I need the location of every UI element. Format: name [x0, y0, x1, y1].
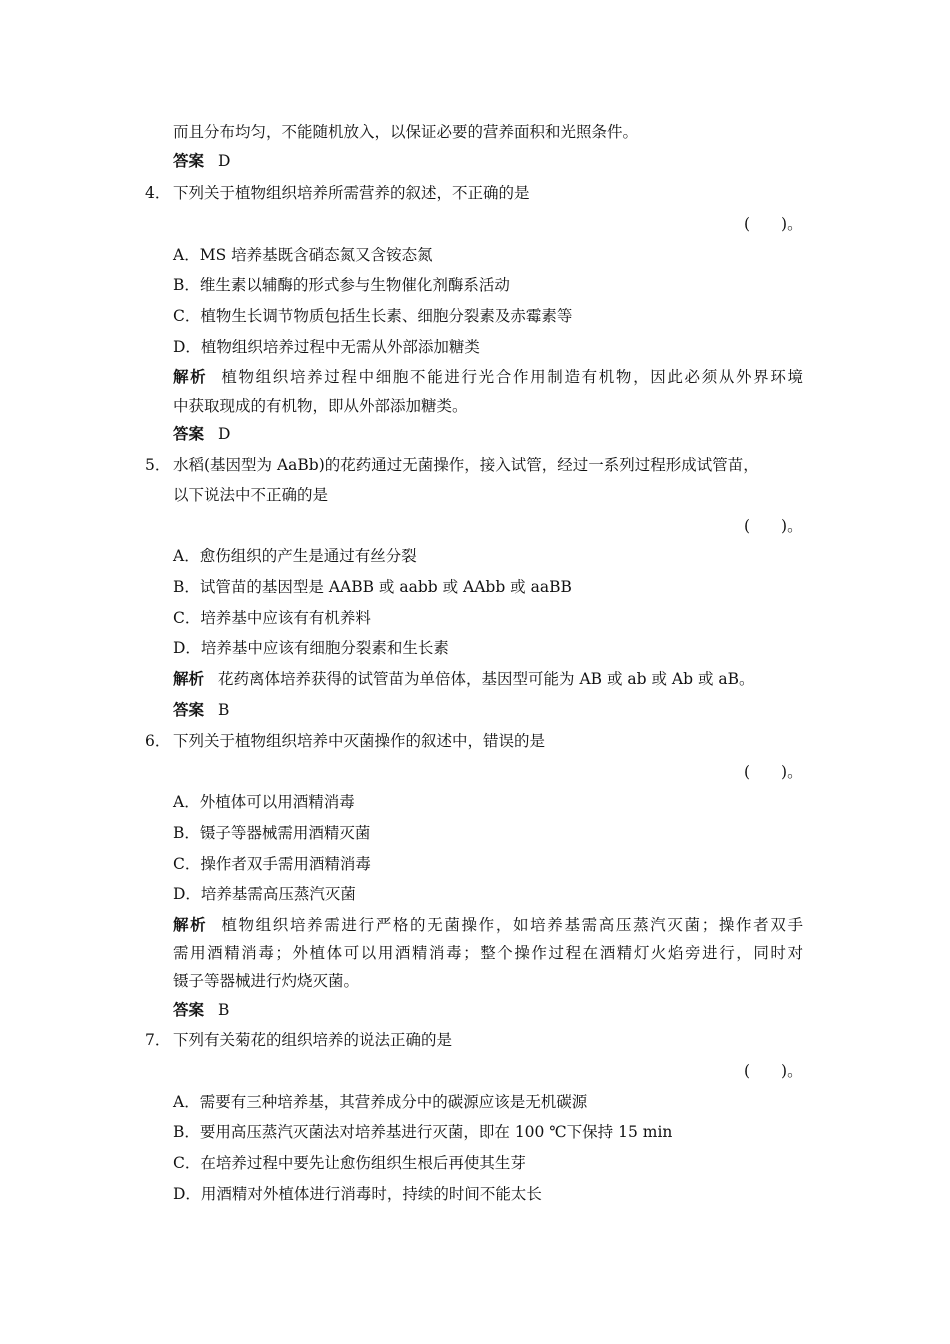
- option-c: C．操作者双手需用酒精消毒: [173, 855, 371, 873]
- question-number: 5．: [145, 456, 171, 474]
- analysis-text: 花药离体培养获得的试管苗为单倍体，基因型可能为 AB 或 ab 或 Ab 或 aB。: [218, 670, 755, 688]
- option-b: B．要用高压蒸汽灭菌法对培养基进行灭菌，即在 100 ℃下保持 15 min: [173, 1123, 673, 1141]
- option-c: C．在培养过程中要先让愈伤组织生根后再使其生芽: [173, 1154, 526, 1172]
- answer-value: B: [218, 1001, 230, 1019]
- analysis-line: [173, 668, 755, 690]
- option-b: B．镊子等器械需用酒精灭菌: [173, 824, 371, 842]
- option-a: A．外植体可以用酒精消毒: [173, 793, 355, 811]
- analysis-text: 植物组织培养过程中细胞不能进行光合作用制造有机物，因此必须从外界环境: [221, 368, 803, 386]
- stem-text: 水稻(基因型为 AaBb)的花药通过无菌操作，接入试管，经过一系列过程形成试管苗，: [173, 456, 759, 474]
- answer-blank: ( )。: [744, 763, 803, 781]
- analysis-line: [173, 366, 803, 388]
- option-d: D．培养基需高压蒸汽灭菌: [173, 885, 356, 903]
- answer-blank: ( )。: [744, 1062, 803, 1080]
- analysis-line: [173, 914, 803, 936]
- analysis-line: 镊子等器械进行灼烧灭菌。: [173, 972, 360, 990]
- question-number: 6．: [145, 732, 171, 750]
- option-c: C．培养基中应该有有机养料: [173, 609, 371, 627]
- stem-continuation: 以下说法中不正确的是: [173, 486, 329, 504]
- question-number: 7．: [145, 1031, 171, 1049]
- answer-value: D: [218, 152, 231, 170]
- answer-line: [173, 423, 230, 445]
- option-d: D．用酒精对外植体进行消毒时，持续的时间不能太长: [173, 1185, 542, 1203]
- option-c: C．植物生长调节物质包括生长素、细胞分裂素及赤霉素等: [173, 307, 573, 325]
- answer-label: 答案: [173, 424, 205, 443]
- answer-line: [173, 150, 230, 172]
- stem-text: 下列有关菊花的组织培养的说法正确的是: [173, 1031, 453, 1049]
- answer-line: [173, 699, 229, 721]
- answer-blank: ( )。: [744, 517, 803, 535]
- option-a: A．MS 培养基既含硝态氮又含铵态氮: [173, 246, 433, 264]
- analysis-label: 解析: [173, 669, 205, 688]
- analysis-label: 解析: [173, 915, 208, 934]
- option-b: B．维生素以辅酶的形式参与生物催化剂酶系活动: [173, 276, 510, 294]
- question-7-stem: [145, 1029, 452, 1051]
- option-d: D．植物组织培养过程中无需从外部添加糖类: [173, 338, 480, 356]
- answer-value: D: [218, 425, 231, 443]
- analysis-line: 中获取现成的有机物，即从外部添加糖类。: [173, 397, 468, 415]
- answer-line: [173, 999, 229, 1021]
- option-d: D．培养基中应该有细胞分裂素和生长素: [173, 639, 449, 657]
- question-6-stem: [145, 730, 545, 752]
- option-a: A．需要有三种培养基，其营养成分中的碳源应该是无机碳源: [173, 1093, 588, 1111]
- option-a: A．愈伤组织的产生是通过有丝分裂: [173, 547, 417, 565]
- answer-blank: ( )。: [744, 215, 803, 233]
- analysis-continuation: 而且分布均匀，不能随机放入，以保证必要的营养面积和光照条件。: [173, 123, 639, 141]
- option-b: B．试管苗的基因型是 AABB 或 aabb 或 AAbb 或 aaBB: [173, 578, 572, 596]
- analysis-label: 解析: [173, 367, 208, 386]
- answer-label: 答案: [173, 1000, 205, 1019]
- analysis-line: 需用酒精消毒；外植体可以用酒精消毒；整个操作过程在酒精灯火焰旁进行，同时对: [173, 944, 803, 962]
- stem-text: 下列关于植物组织培养所需营养的叙述，不正确的是: [173, 184, 530, 202]
- analysis-text: 植物组织培养需进行严格的无菌操作，如培养基需高压蒸汽灭菌；操作者双手: [221, 916, 803, 934]
- answer-label: 答案: [173, 700, 205, 719]
- answer-label: 答案: [173, 151, 205, 170]
- question-number: 4．: [145, 184, 171, 202]
- question-5-stem: [145, 454, 759, 476]
- question-4-stem: [145, 182, 530, 204]
- stem-text: 下列关于植物组织培养中灭菌操作的叙述中，错误的是: [173, 732, 546, 750]
- answer-value: B: [218, 701, 230, 719]
